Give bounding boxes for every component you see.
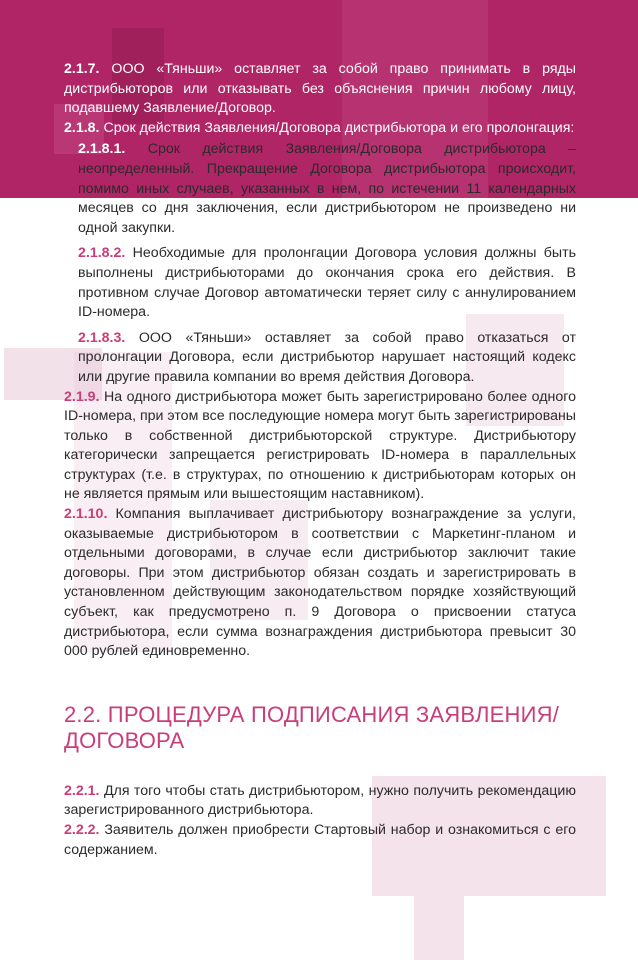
document-body: [64, 60, 576, 860]
clause-2-2-1: 2.2.1. Для того чтобы стать дистрибьютором, нужно получить рекомендацию зарегистрированного дистрибьютора.: [64, 782, 576, 819]
clause-2-2-2: 2.2.2. Заявитель должен приобрести Стартовый набор и ознакомиться с его содержанием.: [64, 822, 576, 858]
clause-2-1-8-3: 2.1.8.3. ООО «Тяньши» оставляет за собой право отказаться от пролонгации Договора, если дистрибьютор нарушает настоящий кодекс или другие правила компании во время действия Договора.: [78, 329, 577, 385]
section-title: 2.2. ПРОЦЕДУРА ПОДПИСАНИЯ ЗАЯВЛЕНИЯ/ ДОГОВОРА: [64, 701, 560, 753]
clause-2-1-8: 2.1.8. Срок действия Заявления/Договора дистрибьютора и его пролонгация:: [64, 119, 575, 136]
clause-2-1-9: 2.1.9. На одного дистрибьютора может быть зарегистрировано более одного ID-номера, при этом все последующие номера могут быть зарегистрированы только в собственной дистрибьюторской структуре. Дистрибьютору категорически запрещается регистрировать ID-номера в параллельных структурах (т.е. в структурах, по отношению к дистрибьюторам которых он не является прямым или вышестоящим наставником).: [64, 388, 576, 503]
clause-2-1-8-1: 2.1.8.1. Срок действия Заявления/Договора дистрибьютора – неопределенный. Прекращение Договора дистрибьютора происходит, помимо иных случаев, указанных в нем, по истечении 11 календарных месяцев со дня заключения, если дистрибьютором не произведено ни одной закупки.: [78, 141, 576, 236]
clause-2-1-8-2: 2.1.8.2. Необходимые для пролонгации Договора условия должны быть выполнены дистрибьюторами до окончания срока его действия. В противном случае Договор автоматически теряет силу с аннулированием ID-номера.: [78, 245, 576, 321]
decor-square: [414, 896, 464, 960]
clause-2-1-10: 2.1.10. Компания выплачивает дистрибьютору вознаграждение за услуги, оказываемые дистрибьютором в соответствии с Маркетинг-планом и отдельными договорами, в случае если дистрибьютор заключит такие договоры. При этом дистрибьютор обязан создать и зарегистрировать в установленном действующим законодательством порядке хозяйствующий субъект, как предусмотрено п. 9 Договора о присвоении статуса дистрибьютора, если сумма вознаграждения дистрибьютора превысит 30 000 рублей единовременно.: [64, 506, 576, 660]
clause-2-1-7: 2.1.7. ООО «Тяньши» оставляет за собой право принимать в ряды дистрибьюторов или отказывать без объяснения причин любому лицу, подавшему Заявление/Договор.: [64, 61, 576, 117]
